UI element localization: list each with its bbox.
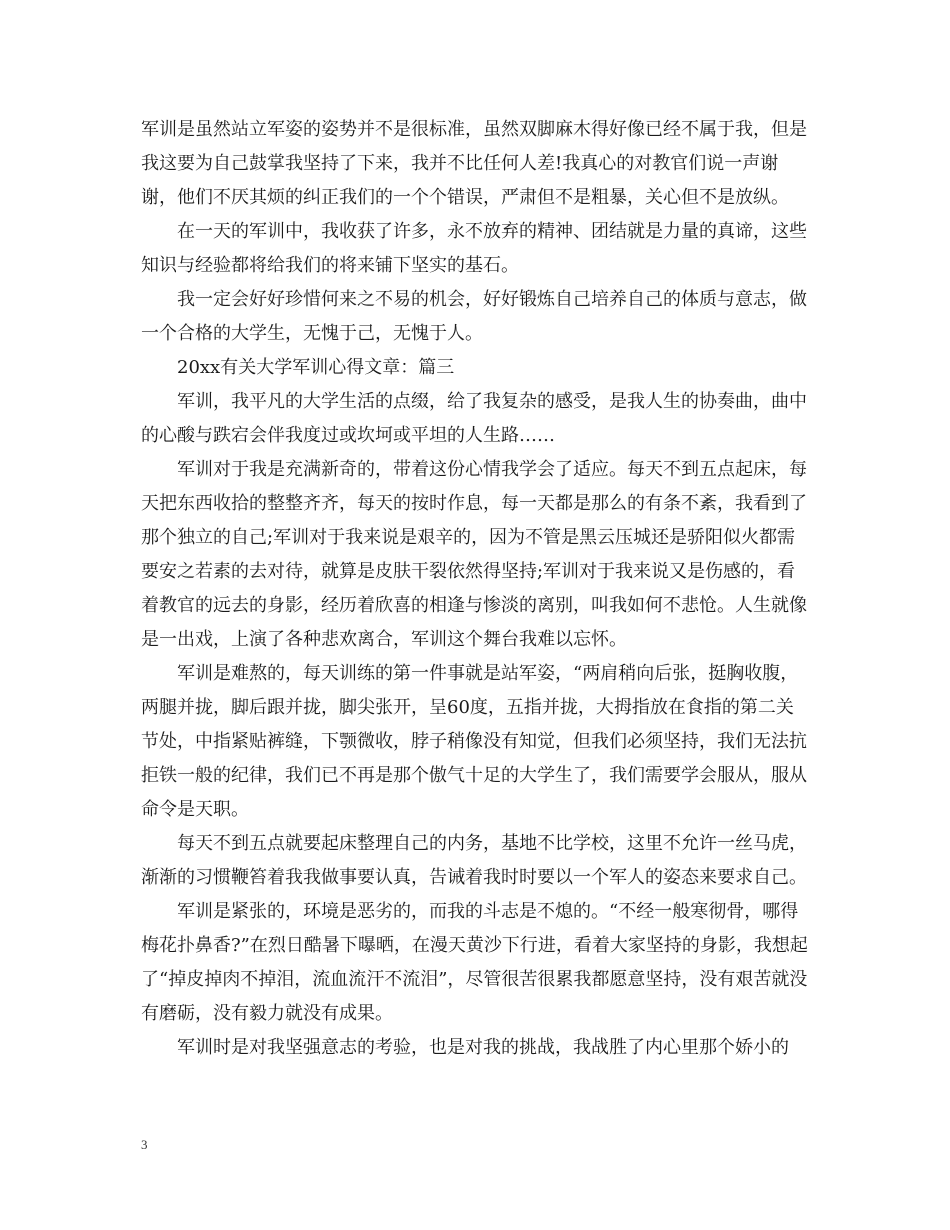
section-heading: 20xx有关大学军训心得文章：篇三 — [177, 357, 455, 378]
paragraph-6: 军训对于我是充满新奇的，带着这份心情我学会了适应。每天不到五点起床，每天把东西收拾的整整齐齐，每天的按时作息，每一天都是那么的有条不紊，我看到了那个独立的自己;军训对于我来说是艰辛的，因为不管是黑云压城还是骄阳似火都需要安之若素的去对待，就算是皮肤干裂依然得坚持;军训对于我来说又是伤感的，看着教官的远去的身影，经历着欣喜的相逢与惨淡的离别，叫我如何不悲怆。人生就像是一出戏，上演了各种悲欢离合，军训这个舞台我难以忘怀。 — [141, 459, 807, 650]
page-number: 3 — [141, 1137, 148, 1152]
paragraph-3: 我一定会好好珍惜何来之不易的机会，好好锻炼自己培养自己的体质与意志，做一个合格的大学生，无愧于己，无愧于人。 — [141, 289, 807, 344]
document-body — [141, 113, 811, 1065]
paragraph-9: 军训是紧张的，环境是恶劣的，而我的斗志是不熄的。“不经一般寒彻骨，哪得梅花扑鼻香?”在烈日酷暑下曝晒，在漫天黄沙下行进，看着大家坚持的身影，我想起了“掉皮掉肉不掉泪，流血流汗不流泪”，尽管很苦很累我都愿意坚持，没有艰苦就没有磨砺，没有毅力就没有成果。 — [141, 901, 808, 1024]
paragraph-5: 军训，我平凡的大学生活的点缀，给了我复杂的感受，是我人生的协奏曲，曲中的心酸与跌宕会伴我度过或坎坷或平坦的人生路…… — [141, 391, 807, 446]
paragraph-8: 每天不到五点就要起床整理自己的内务，基地不比学校，这里不允许一丝马虎，渐渐的习惯鞭笞着我我做事要认真，告诫着我时时要以一个军人的姿态来要求自己。 — [141, 833, 807, 888]
paragraph-10: 军训时是对我坚强意志的考验，也是对我的挑战，我战胜了内心里那个娇小的 — [177, 1037, 789, 1058]
paragraph-2: 在一天的军训中，我收获了许多，永不放弃的精神、团结就是力量的真谛，这些知识与经验都将给我们的将来铺下坚实的基石。 — [141, 221, 807, 276]
paragraph-7: 军训是难熬的，每天训练的第一件事就是站军姿，“两肩稍向后张，挺胸收腹，两腿并拢，脚后跟并拢，脚尖张开，呈60度，五指并拢，大拇指放在食指的第二关节处，中指紧贴裤缝，下颚微收，脖子稍像没有知觉，但我们必须坚持，我们无法抗拒铁一般的纪律，我们已不再是那个傲气十足的大学生了，我们需要学会服从，服从命令是天职。 — [141, 663, 807, 820]
paragraph-1: 军训是虽然站立军姿的姿势并不是很标准，虽然双脚麻木得好像已经不属于我，但是我这要为自己鼓掌我坚持了下来，我并不比任何人差!我真心的对教官们说一声谢谢，他们不厌其烦的纠正我们的一个个错误，严肃但不是粗暴，关心但不是放纵。 — [141, 119, 807, 208]
